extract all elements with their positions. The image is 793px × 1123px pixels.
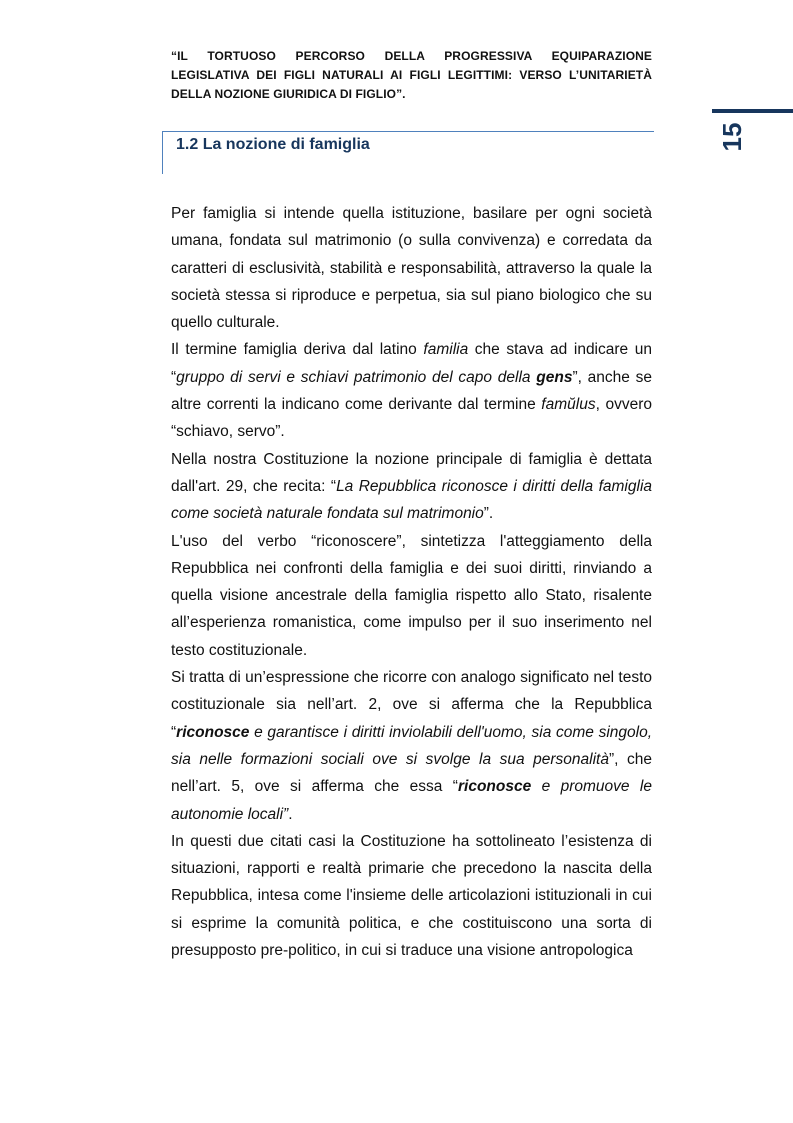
header-line-3: DELLA NOZIONE GIURIDICA DI FIGLIO”. [171,87,406,101]
page-number: 15 [716,122,747,152]
paragraph-2: Il termine famiglia deriva dal latino familia che stava ad indicare un “gruppo di servi e schiavi patrimonio del capo della gens”, anche se altre correnti la indicano come derivante dal termine famŭlus, ovvero “schiavo, servo”. [171,341,652,441]
section-rule-top [162,131,654,132]
paragraph-4: L'uso del verbo “riconoscere”, sintetizza l'atteggiamento della Repubblica nei confronti della famiglia e dei suoi diritti, rinviando a quella visione ancestrale della famiglia rispetto allo Stato, risalente all’esperienza romanistica, come impulso per il suo inserimento nel testo costituzionale. [171,532,652,659]
paragraph-6: In questi due citati casi la Costituzione ha sottolineato l’esistenza di situazioni, rapporti e realtà primarie che precedono la nascita della Repubblica, intesa come l'insieme delle articolazioni istituzionali in cui si esprime la comunità politica, e che costituiscono una sorta di presupposto pre-politico, in cui si traduce una visione antropologica [171,832,652,960]
header-line-2: LEGISLATIVA DEI FIGLI NATURALI AI FIGLI LEGITTIMI: VERSO L’UNITARIETÀ [171,68,652,82]
section-title: 1.2 La nozione di famiglia [176,136,370,153]
body-text [171,200,652,964]
running-header [171,47,652,104]
paragraph-3: Nella nostra Costituzione la nozione principale di famiglia è dettata dall'art. 29, che recita: “La Repubblica riconosce i diritti della famiglia come società naturale fondata sul matrimonio”. [171,450,653,523]
page-number-bar [712,109,793,113]
paragraph-5: Si tratta di un’espressione che ricorre con analogo significato nel testo costituzionale sia nell’art. 2, ove si afferma che la Repubblica “riconosce e garantisce i diritti inviolabili dell'uomo, sia come singolo, sia nelle formazioni sociali ove si svolge la sua personalità”, che nell’art. 5, ove si afferma che essa “riconosce e promuove le autonomie locali”. [171,669,653,823]
header-line-1: “IL TORTUOSO PERCORSO DELLA PROGRESSIVA EQUIPARAZIONE [171,49,652,63]
paragraph-1: Per famiglia si intende quella istituzione, basilare per ogni società umana, fondata sul matrimonio (o sulla convivenza) e corredata da caratteri di esclusività, stabilità e responsabilità, attraverso la quale la società stessa si riproduce e perpetua, sia sul piano biologico che su quello culturale. [171,205,652,332]
section-rule-left [162,131,163,174]
